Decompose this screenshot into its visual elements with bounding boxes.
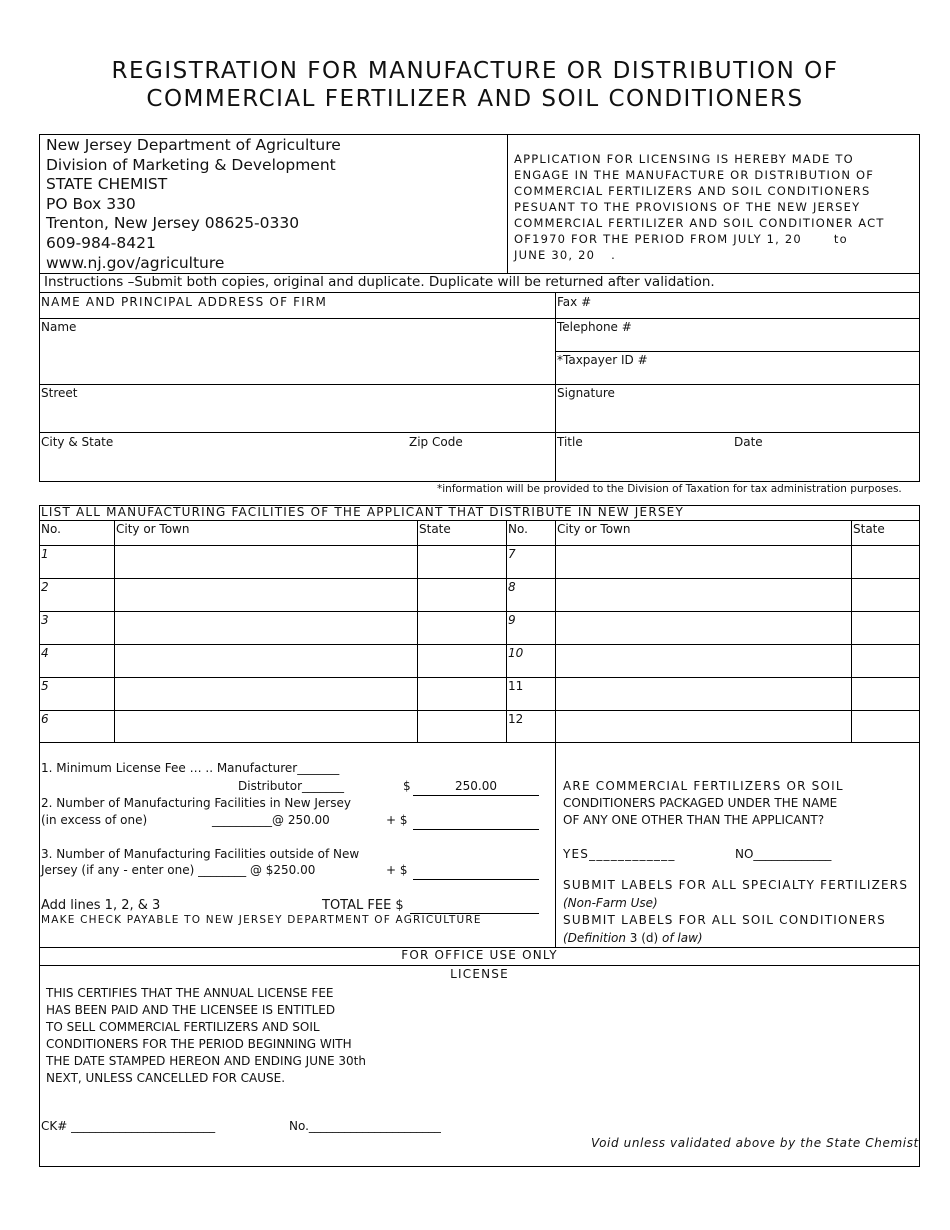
license-number-field[interactable]: No.______________________ [289, 1119, 441, 1133]
dollar-sign: $ [403, 779, 411, 793]
taxpayer-id-field[interactable] [556, 367, 919, 383]
distributor-line: Distributor_______ [238, 779, 345, 793]
packaging-question-3: OF ANY ONE OTHER THAN THE APPLICANT? [563, 813, 825, 827]
row-number: 9 [508, 613, 516, 627]
row-number: 12 [508, 712, 524, 726]
facilities-header: LIST ALL MANUFACTURING FACILITIES OF THE APPLICANT THAT DISTRIBUTE IN NEW JERSEY [41, 505, 684, 519]
row-number: 10 [508, 646, 524, 660]
outside-facilities-amount-field[interactable] [413, 863, 539, 880]
street-label: Street [41, 386, 78, 400]
min-fee-amount: 250.00 [413, 779, 539, 796]
agency-city: Trenton, New Jersey 08625-0330 [46, 214, 300, 233]
row-number: 8 [508, 580, 516, 594]
name-field[interactable] [40, 334, 554, 383]
col-state-right: State [853, 522, 885, 536]
telephone-field[interactable] [556, 334, 919, 350]
zip-field[interactable] [405, 450, 554, 481]
zip-label: Zip Code [409, 435, 463, 449]
taxation-footnote: *information will be provided to the Division of Taxation for tax administration purposes. [437, 483, 902, 495]
form-title-line1: REGISTRATION FOR MANUFACTURE OR DISTRIBUTION OF [111, 58, 839, 84]
agency-address [46, 136, 341, 273]
date-field[interactable] [730, 450, 919, 481]
total-fee-label: TOTAL FEE $ [322, 898, 404, 913]
plus-dollar-3: + $ [386, 863, 408, 877]
definition-note: (Definition 3 (d) of law) [563, 931, 703, 945]
license-certification: THIS CERTIFIES THAT THE ANNUAL LICENSE FEE HAS BEEN PAID AND THE LICENSEE IS ENTITLED TO SELL COMMERCIAL FERTILIZERS AND SOIL CONDITIONERS FOR THE PERIOD BEGINNING WITH THE DATE STAMPED HEREON AND ENDING JUNE 30th NEXT, UNLESS CANCELLED FOR CAUSE. [46, 986, 366, 1085]
firm-header: NAME AND PRINCIPAL ADDRESS OF FIRM [41, 295, 328, 309]
application-statement: APPLICATION FOR LICENSING IS HEREBY MADE TO ENGAGE IN THE MANUFACTURE OR DISTRIBUTION OF COMMERCIAL FERTILIZERS AND SOIL CONDITIONERS PESUANT TO THE PROVISIONS OF THE NEW JERSEY COMMERCIAL FERTILIZER AND SOIL CONDITIONER ACT OF1970 FOR THE PERIOD FROM JULY 1, 20 to JUNE 30, 20 . [514, 152, 885, 262]
check-number-field[interactable]: CK# ________________________ [41, 1119, 216, 1133]
row-number: 2 [41, 580, 49, 594]
row-number: 7 [508, 547, 516, 561]
city-state-field[interactable] [40, 450, 400, 481]
void-note: Void unless validated above by the State Chemist [591, 1136, 919, 1150]
outside-facilities-line: 3. Number of Manufacturing Facilities outside of New [41, 847, 360, 861]
title-label: Title [557, 435, 583, 449]
agency-name: New Jersey Department of Agriculture [46, 136, 341, 154]
total-fee-field[interactable] [410, 898, 539, 914]
col-no-right: No. [508, 522, 528, 536]
office-use-header: FOR OFFICE USE ONLY [401, 948, 558, 962]
agency-phone: 609-984-8421 [46, 233, 156, 252]
signature-field[interactable] [556, 400, 919, 431]
packaging-question-2: CONDITIONERS PACKAGED UNDER THE NAME [563, 796, 838, 810]
row-number: 1 [41, 547, 49, 561]
soil-labels-note: SUBMIT LABELS FOR ALL SOIL CONDITIONERS [563, 913, 886, 927]
in-excess-label: (in excess of one) [41, 813, 148, 827]
name-label: Name [41, 320, 77, 334]
specialty-labels-note: SUBMIT LABELS FOR ALL SPECIALTY FERTILIZERS [563, 878, 909, 892]
row-number: 6 [41, 712, 49, 726]
title-field[interactable] [556, 450, 726, 481]
row-number: 11 [508, 679, 524, 693]
date-label: Date [734, 435, 763, 449]
row-number: 5 [41, 679, 49, 693]
add-lines-label: Add lines 1, 2, & 3 [41, 898, 161, 913]
nj-facilities-fee: __________@ 250.00 [212, 813, 330, 827]
row-number: 3 [41, 613, 49, 627]
fax-label: Fax # [557, 295, 592, 309]
taxpayer-id-label: *Taxpayer ID # [557, 353, 648, 367]
facilities-table [39, 505, 920, 743]
instructions: Instructions –Submit both copies, original and duplicate. Duplicate will be returned after validation. [44, 274, 715, 290]
street-field[interactable] [40, 400, 554, 431]
col-city-right: City or Town [557, 522, 631, 536]
city-state-label: City & State [41, 435, 114, 449]
row-number: 4 [41, 646, 49, 660]
outside-facilities-fee: Jersey (if any - enter one) ________ @ $250.00 [41, 863, 316, 877]
col-state-left: State [419, 522, 451, 536]
telephone-label: Telephone # [557, 320, 632, 334]
payable-note: MAKE CHECK PAYABLE TO NEW JERSEY DEPARTMENT OF AGRICULTURE [41, 914, 482, 926]
non-farm-note: (Non-Farm Use) [563, 896, 658, 910]
fax-field[interactable] [556, 308, 919, 317]
agency-website[interactable]: www.nj.gov/agriculture [46, 253, 225, 272]
packaging-question-1: ARE COMMERCIAL FERTILIZERS OR SOIL [563, 779, 844, 793]
col-no-left: No. [41, 522, 61, 536]
nj-facilities-amount-field[interactable] [413, 813, 539, 830]
agency-office: STATE CHEMIST [46, 175, 168, 194]
plus-dollar-2: + $ [386, 813, 408, 827]
form-title-line2: COMMERCIAL FERTILIZER AND SOIL CONDITIONERS [146, 86, 804, 112]
nj-facilities-line: 2. Number of Manufacturing Facilities in New Jersey [41, 796, 351, 810]
min-fee-line: 1. Minimum License Fee … .. Manufacturer_______ [41, 761, 340, 775]
agency-po-box: PO Box 330 [46, 194, 136, 213]
col-city-left: City or Town [116, 522, 190, 536]
agency-division: Division of Marketing & Development [46, 155, 336, 174]
license-header: LICENSE [450, 967, 509, 981]
no-option[interactable]: NO_____________ [735, 847, 832, 861]
yes-option[interactable]: YES____________ [563, 847, 676, 861]
signature-label: Signature [557, 386, 615, 400]
